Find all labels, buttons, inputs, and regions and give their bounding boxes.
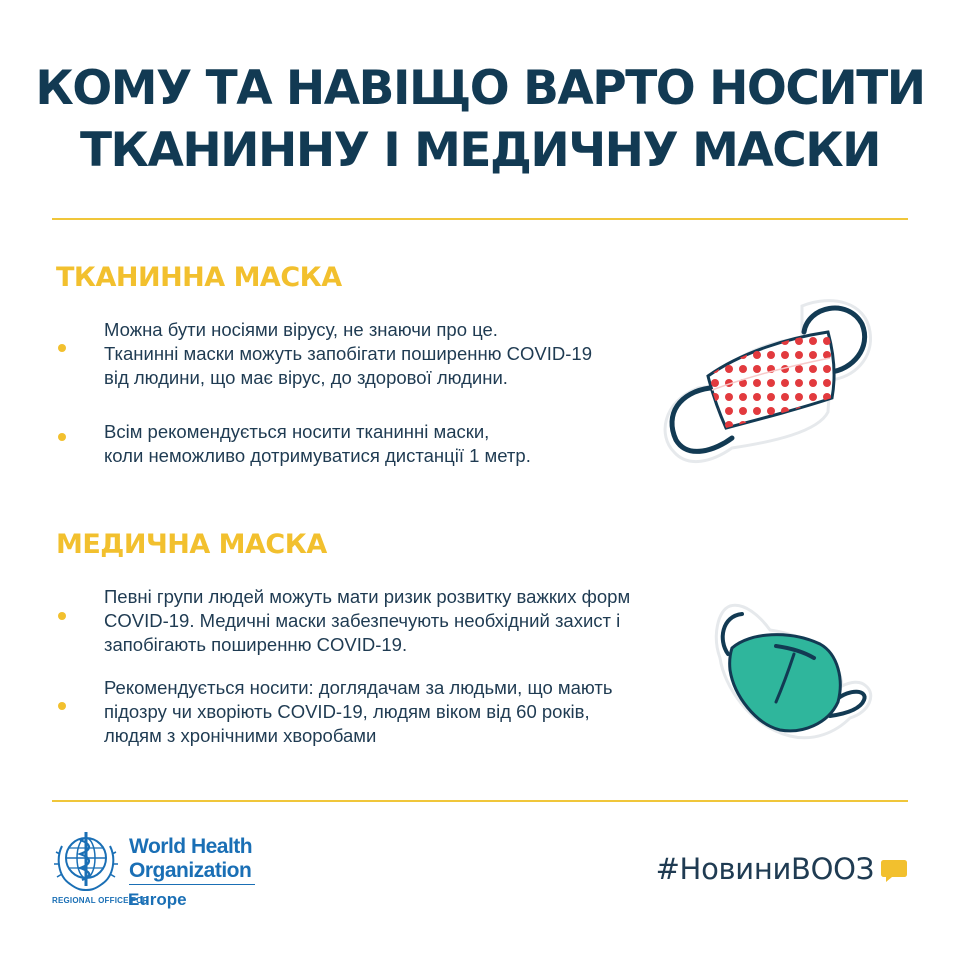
- who-regional-label: REGIONAL OFFICE FOR: [52, 896, 149, 905]
- bullet-dot: [58, 702, 66, 710]
- bullet-dot: [58, 344, 66, 352]
- bullet-line: COVID-19. Медичні маски забезпечують необхідний захист і: [104, 610, 621, 631]
- bullet-line: підозру чи хворіють COVID-19, людям віком від 60 років,: [104, 701, 590, 722]
- bullet-line: людям з хронічними хворобами: [104, 725, 377, 746]
- bottom-divider: [52, 800, 908, 802]
- title-line-2: ТКАНИННУ І МЕДИЧНУ МАСКИ: [79, 123, 881, 178]
- who-name-line-2: Organization: [129, 859, 252, 882]
- who-region-label: Europe: [128, 890, 187, 909]
- who-emblem-icon: [50, 824, 122, 896]
- medical-mask-heading: МЕДИЧНА МАСКА: [56, 529, 327, 560]
- cloth-bullet-2: [104, 420, 531, 468]
- who-divider: [129, 884, 255, 885]
- bullet-line: коли неможливо дотримуватися дистанції 1 метр.: [104, 445, 531, 466]
- hashtag: #НовиниВООЗ: [655, 852, 874, 886]
- cloth-bullet-1: [104, 318, 592, 390]
- medical-bullet-2: [104, 676, 612, 748]
- medical-bullet-1: [104, 585, 630, 657]
- medical-mask-icon: [710, 596, 876, 746]
- who-name-line-1: World Health: [129, 835, 253, 858]
- top-divider: [52, 218, 908, 220]
- bullet-line: Тканинні маски можуть запобігати поширенню COVID-19: [104, 343, 593, 364]
- bullet-line: Всім рекомендується носити тканинні маски,: [104, 421, 490, 442]
- bullet-line: Рекомендується носити: доглядачам за людьми, що мають: [104, 677, 613, 698]
- bullet-line: запобігають поширенню COVID-19.: [104, 634, 408, 655]
- bullet-line: від людини, що має вірус, до здорової людини.: [104, 367, 508, 388]
- page-title: [0, 58, 960, 182]
- bullet-dot: [58, 612, 66, 620]
- cloth-mask-heading: ТКАНИННА МАСКА: [56, 262, 342, 293]
- bullet-line: Можна бути носіями вірусу, не знаючи про це.: [104, 319, 498, 340]
- cloth-mask-icon: [652, 292, 880, 472]
- bullet-line: Певні групи людей можуть мати ризик розвитку важких форм: [104, 586, 631, 607]
- title-line-1: КОМУ ТА НАВІЩО ВАРТО НОСИТИ: [35, 61, 925, 116]
- chat-bubble-icon: [880, 858, 908, 884]
- who-org-name: [129, 835, 252, 883]
- bullet-dot: [58, 433, 66, 441]
